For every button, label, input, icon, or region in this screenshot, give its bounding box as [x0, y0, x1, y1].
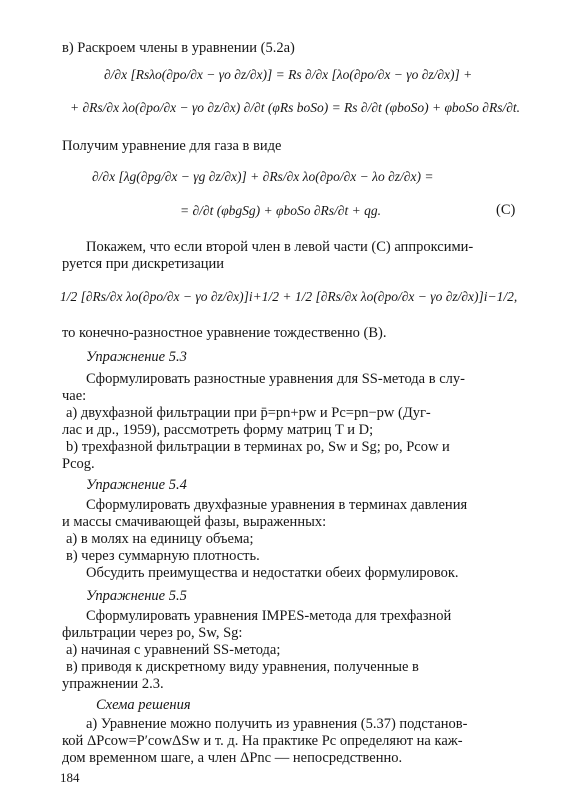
text-line: а) в молях на единицу объема;: [66, 531, 254, 547]
text-line: фильтрации через po, Sw, Sg:: [62, 625, 243, 641]
text-line: b) трехфазной фильтрации в терминах po, Sw и Sg; po, Pcow и: [66, 439, 450, 455]
text-line: а) Уравнение можно получить из уравнения (5.37) подстанов-: [86, 716, 468, 732]
text-line: в) Раскроем члены в уравнении (5.2а): [62, 40, 295, 56]
equation-line: 1/2 [∂Rs/∂x λo(∂po/∂x − γo ∂z/∂x)]i+1/2 + 1/2 [∂Rs/∂x λo(∂po/∂x − γo ∂z/∂x)]i−1/2,: [60, 289, 518, 304]
text-line: упражнении 2.3.: [62, 676, 164, 692]
equation-number: (C): [496, 202, 516, 218]
text-line: в) через суммарную плотность.: [66, 548, 260, 564]
text-line: руется при дискретизации: [62, 256, 225, 272]
text-line: лас и др., 1959), рассмотреть форму матриц T и D;: [62, 422, 374, 438]
text-line: то конечно-разностное уравнение тождественно (B).: [62, 325, 387, 341]
text-line: Сформулировать двухфазные уравнения в терминах давления: [86, 497, 468, 513]
text-line: дом временном шаге, а член ΔPnc — непосредственно.: [62, 750, 403, 766]
text-line: Сформулировать разностные уравнения для SS-метода в слу-: [86, 371, 465, 387]
equation-line: + ∂Rs/∂x λo(∂po/∂x − γo ∂z/∂x) ∂/∂t (φRs boSo) = Rs ∂/∂t (φboSo) + φboSo ∂Rs/∂t.: [70, 100, 521, 115]
text-line: Сформулировать уравнения IMPES-метода для трехфазной: [86, 608, 452, 624]
equation-line: ∂/∂x [λg(∂pg/∂x − γg ∂z/∂x)] + ∂Rs/∂x λo(∂po/∂x − λo ∂z/∂x) =: [92, 169, 434, 184]
text-line: чае:: [62, 388, 87, 404]
section-heading: Упражнение 5.4: [86, 477, 187, 493]
text-line: кой ΔPcow=P′cowΔSw и т. д. На практике Pc определяют на каж-: [62, 733, 463, 749]
section-heading: Схема решения: [96, 697, 191, 713]
text-line: Покажем, что если второй член в левой части (C) аппроксими-: [86, 239, 474, 255]
text-line: а) двухфазной фильтрации при p̄=pn+pw и Pc=pn−pw (Дуг-: [66, 405, 431, 421]
text-line: Pcog.: [62, 456, 95, 472]
section-heading: Упражнение 5.5: [86, 588, 187, 604]
page-number: 184: [60, 770, 80, 785]
text-line: а) начиная с уравнений SS-метода;: [66, 642, 281, 658]
text-line: Обсудить преимущества и недостатки обеих формулировок.: [86, 565, 459, 581]
text-line: и массы смачивающей фазы, выраженных:: [62, 514, 327, 530]
equation-line: ∂/∂x [Rsλo(∂po/∂x − γo ∂z/∂x)] = Rs ∂/∂x [λo(∂po/∂x − γo ∂z/∂x)] +: [104, 67, 473, 82]
text-line: в) приводя к дискретному виду уравнения, полученные в: [66, 659, 419, 675]
text-line: Получим уравнение для газа в виде: [62, 138, 282, 154]
equation-line: = ∂/∂t (φbgSg) + φboSo ∂Rs/∂t + qg.: [180, 203, 381, 218]
section-heading: Упражнение 5.3: [86, 349, 187, 365]
